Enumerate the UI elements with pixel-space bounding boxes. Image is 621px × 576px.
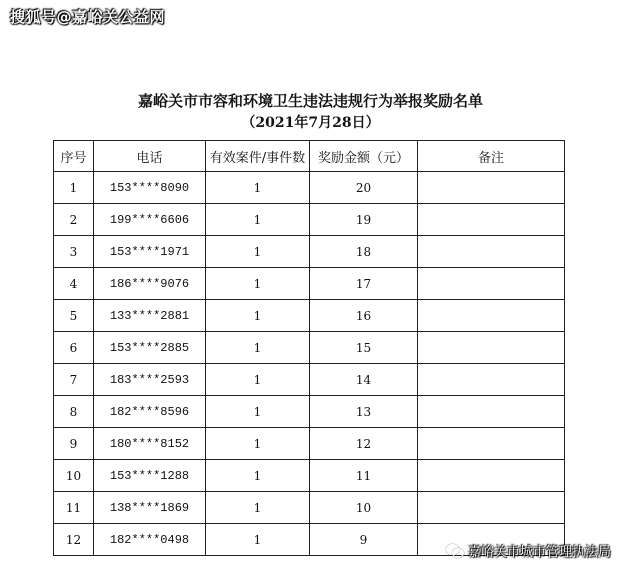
reward-list-table — [53, 140, 565, 556]
cell-phone: 182****8596 — [94, 396, 206, 428]
cell-amount: 18 — [310, 236, 418, 268]
cell-cases: 1 — [206, 204, 310, 236]
cell-index: 4 — [54, 268, 94, 300]
cell-phone: 133****2881 — [94, 300, 206, 332]
cell-phone: 199****6606 — [94, 204, 206, 236]
cell-index: 5 — [54, 300, 94, 332]
cell-amount: 9 — [310, 524, 418, 556]
table-row — [54, 428, 565, 460]
table-row — [54, 332, 565, 364]
document-title: 嘉峪关市市容和环境卫生违法违规行为举报奖励名单 — [137, 92, 483, 110]
cell-cases: 1 — [206, 396, 310, 428]
header-phone: 电话 — [94, 141, 206, 172]
cell-index: 7 — [54, 364, 94, 396]
cell-index: 9 — [54, 428, 94, 460]
table-row — [54, 492, 565, 524]
cell-note — [418, 236, 565, 268]
cell-index: 2 — [54, 204, 94, 236]
header-cases: 有效案件/事件数 — [206, 141, 310, 172]
table-row — [54, 172, 565, 204]
cell-note — [418, 268, 565, 300]
cell-index: 3 — [54, 236, 94, 268]
cell-note — [418, 460, 565, 492]
cell-phone: 153****1288 — [94, 460, 206, 492]
cell-phone: 153****8090 — [94, 172, 206, 204]
table-body — [54, 172, 565, 556]
cell-amount: 16 — [310, 300, 418, 332]
cell-phone: 182****0498 — [94, 524, 206, 556]
cell-index: 6 — [54, 332, 94, 364]
cell-amount: 11 — [310, 460, 418, 492]
cell-note — [418, 396, 565, 428]
cell-cases: 1 — [206, 364, 310, 396]
cell-amount: 14 — [310, 364, 418, 396]
header-index: 序号 — [54, 141, 94, 172]
cell-index: 8 — [54, 396, 94, 428]
cell-note — [418, 492, 565, 524]
cell-cases: 1 — [206, 172, 310, 204]
cell-note — [418, 300, 565, 332]
cell-note — [418, 364, 565, 396]
cell-cases: 1 — [206, 332, 310, 364]
cell-amount: 12 — [310, 428, 418, 460]
cell-phone: 183****2593 — [94, 364, 206, 396]
table-row — [54, 300, 565, 332]
cell-index: 10 — [54, 460, 94, 492]
cell-phone: 153****1971 — [94, 236, 206, 268]
cell-cases: 1 — [206, 300, 310, 332]
cell-note — [418, 332, 565, 364]
header-amount: 奖励金额（元） — [310, 141, 418, 172]
cell-amount: 17 — [310, 268, 418, 300]
cell-index: 11 — [54, 492, 94, 524]
cell-amount: 13 — [310, 396, 418, 428]
table-row — [54, 364, 565, 396]
watermark-bottom — [446, 541, 611, 560]
cell-note — [418, 204, 565, 236]
watermark-bottom-text: 嘉峪关市城市管理执法局 — [467, 545, 611, 560]
table-row — [54, 396, 565, 428]
table-row — [54, 236, 565, 268]
cell-phone: 153****2885 — [94, 332, 206, 364]
cell-index: 1 — [54, 172, 94, 204]
table-row — [54, 460, 565, 492]
cell-cases: 1 — [206, 236, 310, 268]
cell-cases: 1 — [206, 268, 310, 300]
table-header-row — [54, 141, 565, 172]
cell-index: 12 — [54, 524, 94, 556]
cell-phone: 138****1869 — [94, 492, 206, 524]
table-row — [54, 204, 565, 236]
cell-phone: 186****9076 — [94, 268, 206, 300]
cell-amount: 20 — [310, 172, 418, 204]
cell-note — [418, 172, 565, 204]
header-note: 备注 — [418, 141, 565, 172]
cell-amount: 19 — [310, 204, 418, 236]
cell-cases: 1 — [206, 460, 310, 492]
wechat-icon — [446, 544, 464, 558]
cell-cases: 1 — [206, 492, 310, 524]
cell-amount: 10 — [310, 492, 418, 524]
document-date: （2021年7月28日） — [241, 115, 380, 131]
cell-cases: 1 — [206, 428, 310, 460]
cell-amount: 15 — [310, 332, 418, 364]
watermark-top: 搜狐号@嘉峪关公益网 — [10, 8, 166, 26]
table-row — [54, 268, 565, 300]
cell-phone: 180****8152 — [94, 428, 206, 460]
cell-cases: 1 — [206, 524, 310, 556]
cell-note — [418, 428, 565, 460]
